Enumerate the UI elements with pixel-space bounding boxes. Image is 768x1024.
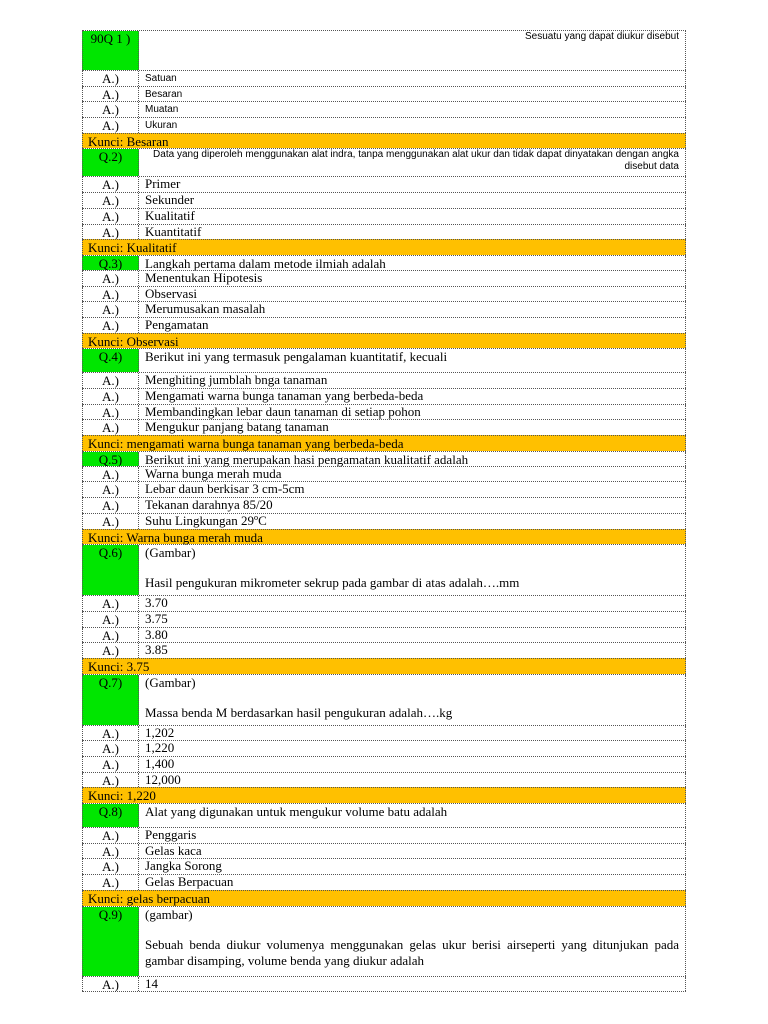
answer-key: Kunci: mengamati warna bunga tanaman yang berbeda-beda (82, 435, 686, 451)
option-row (82, 86, 686, 102)
question-line: (Gambar) (145, 674, 196, 690)
question-text (139, 907, 686, 976)
question-line: Berikut ini yang merupakan hasi pengamatan kualitatif adalah (145, 451, 469, 467)
option-row (82, 595, 686, 611)
option-label: A.) (82, 87, 139, 102)
option-text: Kualitatif (139, 209, 686, 224)
question-text (139, 349, 686, 372)
question-line: Sebuah benda diukur volumenya menggunakan gelas ukur berisi airseperti yang ditunjukan pada gambar disamping, volume benda yang diukur adalah (145, 936, 679, 968)
option-label: A.) (82, 757, 139, 772)
option-row (82, 70, 686, 86)
sheet-bottom-border (82, 991, 686, 992)
option-text: Kuantitatif (139, 225, 686, 240)
option-label: A.) (82, 643, 139, 658)
option-row (82, 419, 686, 435)
question-line (145, 923, 679, 937)
question-number: Q.9) (82, 907, 139, 976)
option-row (82, 756, 686, 772)
option-label: A.) (82, 467, 139, 482)
question-text (139, 31, 686, 70)
question-row (82, 148, 686, 176)
option-row (82, 843, 686, 859)
option-row (82, 317, 686, 333)
option-text: 3.85 (139, 643, 686, 658)
question-line: Berikut ini yang termasuk pengalaman kuantitatif, kecuali (145, 349, 448, 365)
option-row (82, 404, 686, 420)
question-sheet (82, 30, 686, 992)
question-line: Sesuatu yang dapat diukur disebut (525, 31, 679, 42)
answer-key: Kunci: Kualitatif (82, 239, 686, 255)
question-row (82, 674, 686, 725)
option-label: A.) (82, 859, 139, 874)
question-text (139, 675, 686, 725)
option-label: A.) (82, 373, 139, 388)
question-row (82, 451, 686, 466)
option-text: Gelas kaca (139, 844, 686, 859)
question-line: (Gambar) (145, 545, 196, 561)
option-label: A.) (82, 773, 139, 788)
option-row (82, 301, 686, 317)
option-text: Mengamati warna bunga tanaman yang berbeda-beda (139, 389, 686, 404)
question-number: Q.2) (82, 149, 139, 176)
option-text: Primer (139, 177, 686, 192)
question-number: Q.6) (82, 545, 139, 595)
question-text (139, 804, 686, 827)
question-number: Q.5) (82, 452, 139, 466)
answer-key: Kunci: Warna bunga merah muda (82, 529, 686, 545)
question-text (139, 452, 686, 466)
question-text (139, 256, 686, 270)
option-row (82, 611, 686, 627)
option-row (82, 827, 686, 843)
question-line: (gambar) (145, 906, 193, 922)
option-row (82, 224, 686, 240)
option-label: A.) (82, 389, 139, 404)
question-number: 90Q 1 ) (82, 31, 139, 70)
option-text: Warna bunga merah muda (139, 467, 686, 482)
option-row (82, 208, 686, 224)
option-row (82, 117, 686, 133)
option-row (82, 740, 686, 756)
option-row (82, 192, 686, 208)
option-label: A.) (82, 177, 139, 192)
option-label: A.) (82, 102, 139, 117)
option-row (82, 976, 686, 992)
option-row (82, 286, 686, 302)
option-text: 12,000 (139, 773, 686, 788)
option-row (82, 101, 686, 117)
option-label: A.) (82, 828, 139, 843)
question-line: Hasil pengukuran mikrometer sekrup pada gambar di atas adalah….mm (145, 575, 520, 591)
option-text: 3.75 (139, 612, 686, 627)
option-label: A.) (82, 420, 139, 435)
option-row (82, 270, 686, 286)
answer-key: Kunci: 3.75 (82, 658, 686, 674)
option-label: A.) (82, 612, 139, 627)
option-label: A.) (82, 498, 139, 513)
question-text (139, 149, 686, 176)
answer-key: Kunci: Observasi (82, 333, 686, 349)
option-row (82, 481, 686, 497)
option-label: A.) (82, 302, 139, 317)
question-line (145, 691, 679, 705)
option-label: A.) (82, 844, 139, 859)
question-text (139, 545, 686, 595)
question-row (82, 255, 686, 270)
option-text: Observasi (139, 287, 686, 302)
option-label: A.) (82, 875, 139, 890)
option-text: 1,202 (139, 726, 686, 741)
option-text: Menentukan Hipotesis (139, 271, 686, 286)
option-label: A.) (82, 209, 139, 224)
option-label: A.) (82, 726, 139, 741)
question-line: Data yang diperoleh menggunakan alat indra, tanpa menggunakan alat ukur dan tidak dapat dinyatakan dengan angka disebut data (153, 149, 679, 173)
question-number: Q.3) (82, 256, 139, 270)
question-number: Q.7) (82, 675, 139, 725)
option-label: A.) (82, 271, 139, 286)
option-text: Ukuran (139, 118, 686, 133)
question-row (82, 30, 686, 70)
option-row (82, 725, 686, 741)
option-row (82, 627, 686, 643)
option-label: A.) (82, 628, 139, 643)
question-number: Q.8) (82, 804, 139, 827)
option-label: A.) (82, 318, 139, 333)
option-text: Penggaris (139, 828, 686, 843)
option-text: Suhu Lingkungan 29ºC (139, 514, 686, 529)
answer-key: Kunci: 1,220 (82, 787, 686, 803)
option-text: 1,220 (139, 741, 686, 756)
option-label: A.) (82, 596, 139, 611)
option-label: A.) (82, 71, 139, 86)
option-text: Tekanan darahnya 85/20 (139, 498, 686, 513)
question-line: Massa benda M berdasarkan hasil pengukuran adalah….kg (145, 704, 453, 720)
answer-key: Kunci: gelas berpacuan (82, 890, 686, 906)
option-text: Pengamatan (139, 318, 686, 333)
question-number: Q.4) (82, 349, 139, 372)
option-row (82, 874, 686, 890)
option-text: Merumusakan masalah (139, 302, 686, 317)
question-line (145, 561, 679, 575)
option-row (82, 466, 686, 482)
option-row (82, 858, 686, 874)
option-text: 1,400 (139, 757, 686, 772)
option-text: Membandingkan lebar daun tanaman di setiap pohon (139, 405, 686, 420)
option-text: Besaran (139, 87, 686, 102)
option-text: Gelas Berpacuan (139, 875, 686, 890)
question-line: Alat yang digunakan untuk mengukur volume batu adalah (145, 804, 448, 820)
option-text: 14 (139, 977, 686, 992)
option-text: Muatan (139, 102, 686, 117)
option-row (82, 388, 686, 404)
question-row (82, 544, 686, 595)
question-row (82, 348, 686, 372)
option-row (82, 372, 686, 388)
option-row (82, 513, 686, 529)
option-label: A.) (82, 514, 139, 529)
option-text: Sekunder (139, 193, 686, 208)
option-label: A.) (82, 287, 139, 302)
option-text: Menghiting jumblah bnga tanaman (139, 373, 686, 388)
answer-key: Kunci: Besaran (82, 133, 686, 149)
question-row (82, 906, 686, 976)
question-row (82, 803, 686, 827)
option-label: A.) (82, 405, 139, 420)
option-row (82, 497, 686, 513)
option-text: Mengukur panjang batang tanaman (139, 420, 686, 435)
option-label: A.) (82, 741, 139, 756)
option-text: Satuan (139, 71, 686, 86)
option-label: A.) (82, 118, 139, 133)
option-text: 3.80 (139, 628, 686, 643)
option-label: A.) (82, 225, 139, 240)
option-row (82, 176, 686, 192)
option-text: Lebar daun berkisar 3 cm-5cm (139, 482, 686, 497)
question-line: Langkah pertama dalam metode ilmiah adalah (145, 255, 386, 271)
option-label: A.) (82, 482, 139, 497)
option-label: A.) (82, 193, 139, 208)
option-row (82, 772, 686, 788)
option-text: Jangka Sorong (139, 859, 686, 874)
option-row (82, 642, 686, 658)
option-label: A.) (82, 977, 139, 992)
option-text: 3.70 (139, 596, 686, 611)
